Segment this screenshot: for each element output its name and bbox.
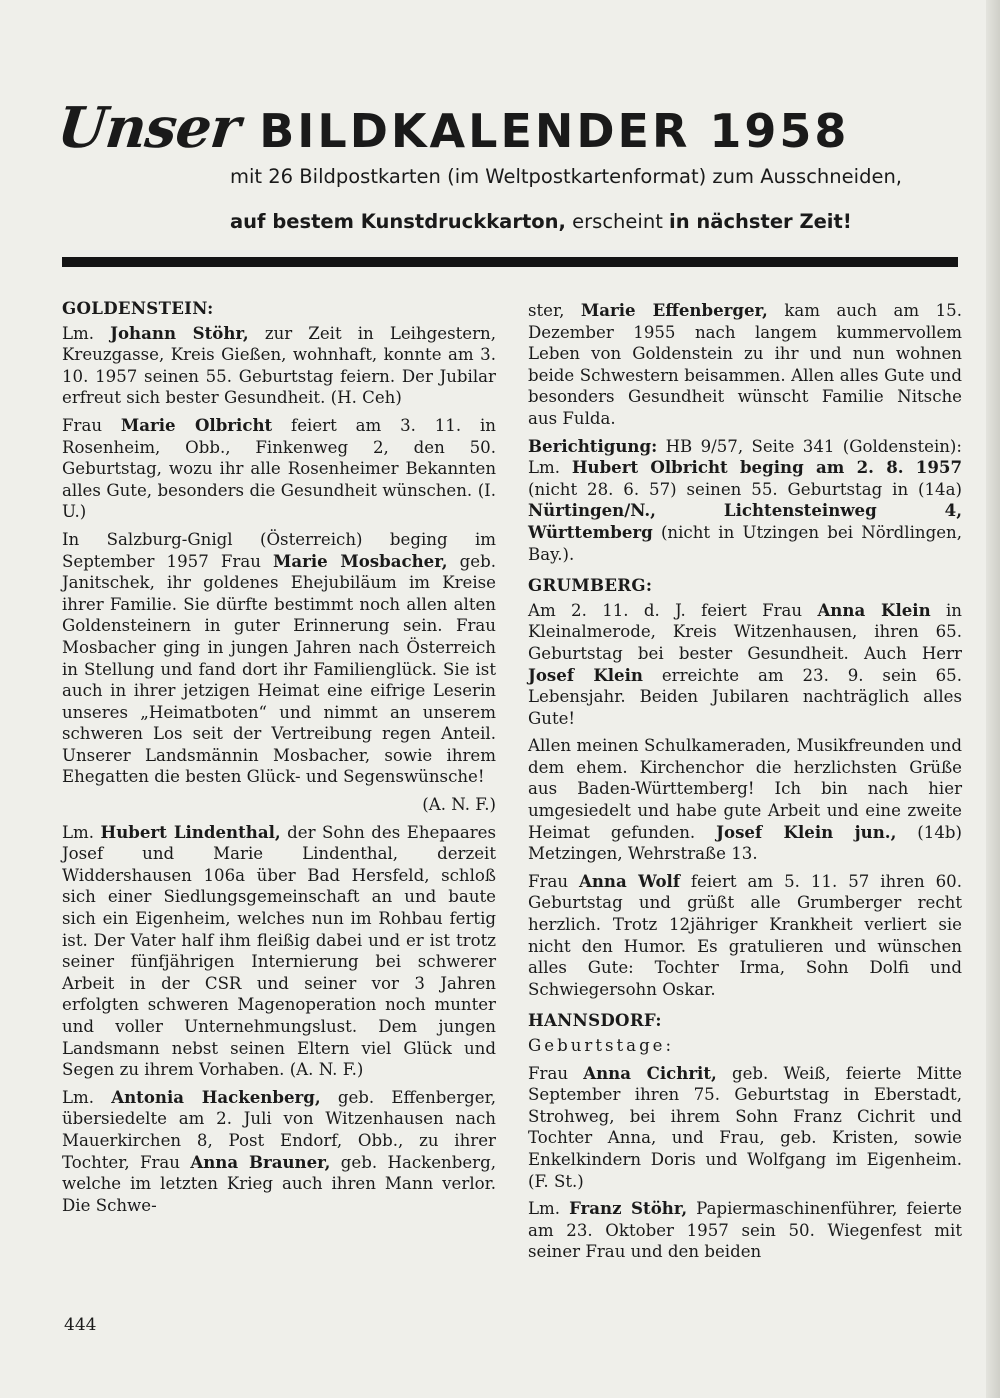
advertisement-header: [54, 95, 958, 233]
section-heading-goldenstein: GOLDENSTEIN:: [62, 298, 214, 318]
section-heading-grumberg: GRUMBERG:: [528, 575, 653, 596]
paragraph: In Salzburg-Gnigl (Österreich) beging im September 1957 Frau Marie Mosbacher, geb. Janitschek, ihr goldenes Ehejubiläum im Kreise ihrer Familie. Sie dürfte bestimmt noch allen alten Goldensteinern in guter Erinnerung sein. Frau Mosbacher ging in jungen Jahren nach Österreich in Stellung und fand dort ihr Familienglück. Sie ist auch in ihrer jetzigen Heimat eine eifrige Leserin unseres „Heimatboten“ und nimmt an unserem schweren Los seit der Vertreibung regen Anteil. Unserer Landsmännin Mosbacher, sowie ihrem Ehegatten die besten Glück- und Segenswünsche!: [62, 529, 496, 787]
right-column: [528, 300, 962, 1269]
subheading-geburtstage: Geburtstage:: [528, 1036, 675, 1055]
paragraph: Lm. Hubert Lindenthal, der Sohn des Ehepaares Josef und Marie Lindenthal, derzeit Widdershausen 106a über Bad Hersfeld, schloß sich einer Siedlungsgemeinschaft an und baute sich ein Eigenheim, welches nun im Rohbau fertig ist. Der Vater half ihm fleißig dabei und er ist trotz seiner fünfjährigen Internierung bei schwerer Arbeit in der CSR und seiner vor 3 Jahren erfolgten schweren Magenoperation noch munter und voller Unternehmungslust. Dem jungen Landsmann nebst seinen Eltern viel Glück und Segen zu ihrem Vorhaben. (A. N. F.): [62, 821, 496, 1080]
paragraph: Frau Marie Olbricht feiert am 3. 11. in Rosenheim, Obb., Finkenweg 2, den 50. Geburtstag, wozu ihr alle Rosenheimer Bekannten alles Gute, besonders die Gesundheit wünschen. (I. U.): [62, 414, 496, 522]
subtitle-line-2: auf bestem Kunstdruckkarton, erscheint in nächster Zeit!: [230, 210, 852, 233]
section-heading-hannsdorf: HANNSDORF:: [528, 1010, 662, 1031]
signature: (A. N. F.): [422, 795, 496, 815]
title-main: BILDKALENDER 1958: [259, 104, 850, 158]
paragraph: Lm. Franz Stöhr, Papiermaschinenführer, feierte am 23. Oktober 1957 sein 50. Wiegenfest mit seiner Frau und den beiden: [528, 1198, 962, 1262]
title: [54, 95, 958, 161]
divider-rule: [62, 257, 958, 267]
page-edge-shadow: [986, 0, 1000, 1398]
left-column: [62, 298, 496, 1222]
paragraph: Berichtigung: HB 9/57, Seite 341 (Goldenstein): Lm. Hubert Olbricht beging am 2. 8. 1957 (nicht 28. 6. 57) seinen 55. Geburtstag in (14a) Nürtingen/N., Lichtensteinweg 4, Württemberg (nicht in Utzingen bei Nördlingen, Bay.).: [528, 435, 962, 564]
title-script: Unser: [54, 95, 243, 161]
paragraph: Am 2. 11. d. J. feiert Frau Anna Klein in Kleinalmerode, Kreis Witzenhausen, ihren 65. Geburtstag bei bester Gesundheit. Auch Herr Josef Klein erreichte am 23. 9. sein 65. Lebensjahr. Beiden Jubilaren nachträglich alles Gute!: [528, 599, 963, 728]
paragraph: ster, Marie Effenberger, kam auch am 15. Dezember 1955 nach langem kummervollem Leben von Goldenstein zu ihr und nun wohnen beide Schwestern beisammen. Allen alles Gute und besonders Gesundheit wünscht Familie Nitsche aus Fulda.: [528, 300, 962, 428]
page-number: 444: [64, 1315, 97, 1335]
subtitle-line-1: mit 26 Bildpostkarten (im Weltpostkartenformat) zum Ausschneiden,: [230, 165, 902, 188]
paragraph: Frau Anna Wolf feiert am 5. 11. 57 ihren 60. Geburtstag und grüßt alle Grumberger recht herzlich. Trotz 12jähriger Krankheit verliert sie nicht den Humor. Es gratulieren und wünschen alles Gute: Tochter Irma, Sohn Dolfi und Schwiegersohn Oskar.: [528, 870, 962, 999]
paragraph: Lm. Johann Stöhr, zur Zeit in Leihgestern, Kreuzgasse, Kreis Gießen, wohnhaft, konnte am 3. 10. 1957 seinen 55. Geburtstag feiern. Der Jubilar erfreut sich bester Gesundheit. (H. Ceh): [62, 322, 496, 408]
paragraph: Allen meinen Schulkameraden, Musikfreunden und dem ehem. Kirchenchor die herzlichsten Grüße aus Baden-Württemberg! Ich bin nach hier umgesiedelt und habe gute Arbeit und eine zweite Heimat gefunden. Josef Klein jun., (14b) Metzingen, Wehrstraße 13.: [528, 736, 962, 864]
paragraph: Frau Anna Cichrit, geb. Weiß, feierte Mitte September ihren 75. Geburtstag in Eberstadt, Strohweg, bei ihrem Sohn Franz Cichrit und Tochter Anna, und Frau, geb. Kristen, sowie Enkelkindern Doris und Wolfgang im Eigenheim. (F. St.): [528, 1062, 962, 1191]
paragraph: Lm. Antonia Hackenberg, geb. Effenberger, übersiedelte am 2. Juli von Witzenhausen nach Mauerkirchen 8, Post Endorf, Obb., zu ihrer Tochter, Frau Anna Brauner, geb. Hackenberg, welche im letzten Krieg auch ihren Mann verlor. Die Schwe-: [62, 1086, 497, 1215]
